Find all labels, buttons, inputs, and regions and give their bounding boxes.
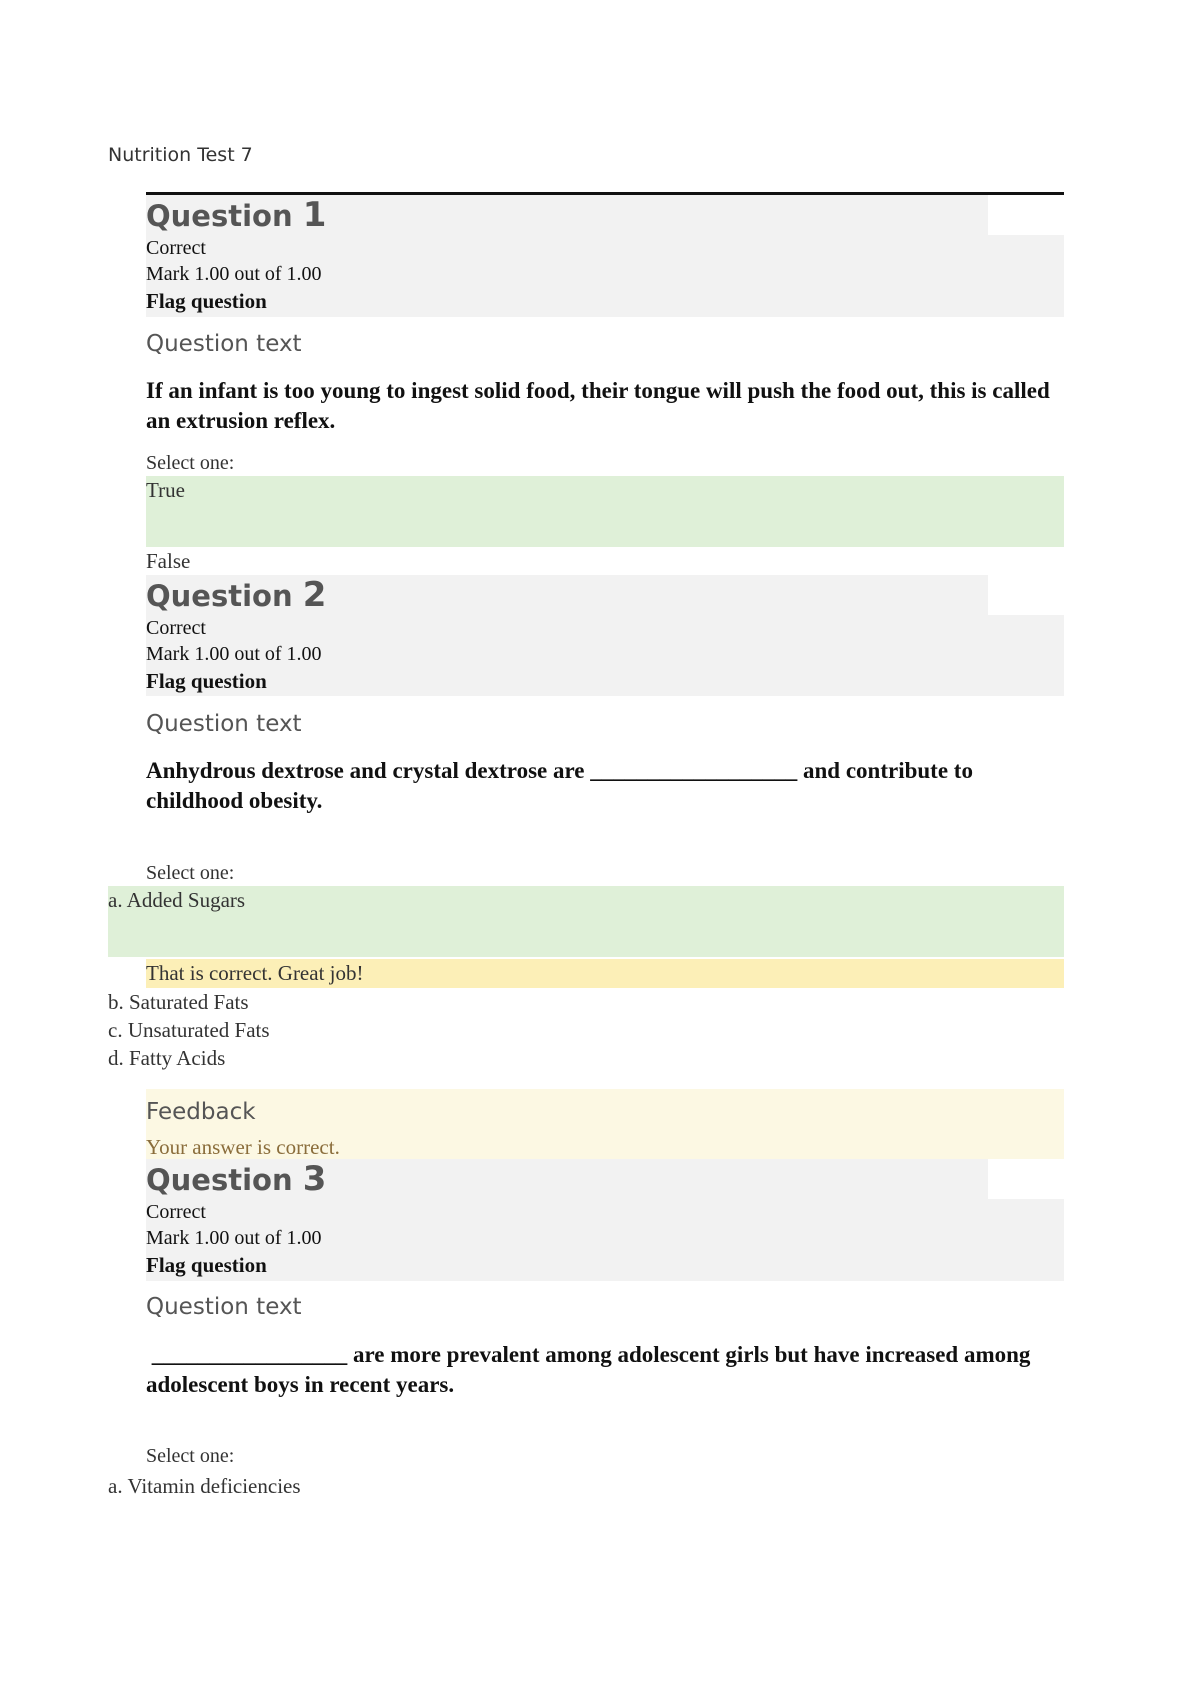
- question-1-text: If an infant is too young to ingest solid food, their tongue will push the food out, this is called an extrusion reflex.: [146, 378, 1050, 433]
- question-label: Question: [146, 199, 293, 233]
- question-3-text: _________________ are more prevalent among adolescent girls but have increased among adolescent boys in recent years.: [146, 1342, 1037, 1397]
- header-notch: [988, 575, 1064, 615]
- question-2-answer-b[interactable]: [108, 990, 1064, 1016]
- question-3-title: [146, 1161, 326, 1198]
- question-2-answer-c[interactable]: [108, 1018, 1064, 1044]
- question-2-answer-feedback: [146, 959, 1064, 988]
- question-2-mark: Mark 1.00 out of 1.00: [146, 643, 322, 665]
- question-3-mark: Mark 1.00 out of 1.00: [146, 1227, 322, 1249]
- question-label: Question: [146, 579, 293, 613]
- document-title: Nutrition Test 7: [108, 144, 253, 166]
- question-2-answer-a[interactable]: [108, 886, 1064, 957]
- question-2-state: Correct: [146, 617, 206, 639]
- feedback-text: Your answer is correct.: [146, 1135, 340, 1159]
- question-number: 1: [302, 195, 327, 235]
- question-1-mark: Mark 1.00 out of 1.00: [146, 263, 322, 285]
- answer-label: True: [146, 478, 185, 502]
- question-number: 2: [302, 575, 327, 615]
- question-3-select-prompt: Select one:: [146, 1445, 235, 1467]
- answer-label: b. Saturated Fats: [108, 990, 249, 1014]
- question-3-text-label: Question text: [146, 1294, 302, 1320]
- answer-label: False: [146, 549, 191, 573]
- question-2-general-feedback: [146, 1089, 1064, 1159]
- question-1-flag-link[interactable]: Flag question: [146, 289, 267, 313]
- question-2-header: [146, 575, 1064, 696]
- question-1-state: Correct: [146, 237, 206, 259]
- question-1-title: [146, 197, 326, 234]
- question-1-text-label: Question text: [146, 331, 302, 357]
- feedback-title: Feedback: [146, 1099, 256, 1125]
- header-notch: [988, 1159, 1064, 1199]
- answer-feedback-text: That is correct. Great job!: [146, 961, 364, 985]
- question-3-state: Correct: [146, 1201, 206, 1223]
- question-1-header: [146, 195, 1064, 317]
- question-3-answer-a[interactable]: [108, 1474, 1064, 1500]
- question-1-answer-false[interactable]: [146, 549, 1064, 575]
- question-2-answer-d[interactable]: [108, 1046, 1064, 1072]
- question-1-select-prompt: Select one:: [146, 452, 235, 474]
- question-3-flag-link[interactable]: Flag question: [146, 1253, 267, 1277]
- question-2-select-prompt: Select one:: [146, 862, 235, 884]
- answer-label: d. Fatty Acids: [108, 1046, 226, 1070]
- question-3-header: [146, 1159, 1064, 1281]
- question-2-flag-link[interactable]: Flag question: [146, 669, 267, 693]
- question-2-title: [146, 577, 326, 614]
- question-1-answer-true[interactable]: [146, 476, 1064, 547]
- header-notch: [988, 195, 1064, 235]
- question-label: Question: [146, 1163, 293, 1197]
- answer-label: a. Added Sugars: [108, 888, 246, 912]
- answer-label: a. Vitamin deficiencies: [108, 1474, 301, 1498]
- question-2-text-label: Question text: [146, 711, 302, 737]
- answer-label: c. Unsaturated Fats: [108, 1018, 270, 1042]
- question-number: 3: [302, 1159, 327, 1199]
- question-2-text: Anhydrous dextrose and crystal dextrose are __________________ and contribute to childhood obesity.: [146, 758, 973, 813]
